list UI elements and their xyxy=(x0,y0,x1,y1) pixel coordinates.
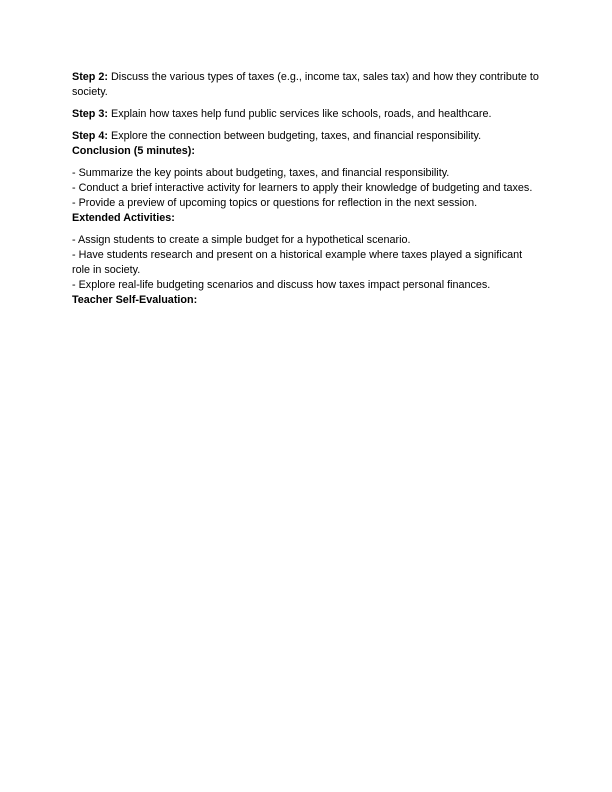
conclusion-heading: Conclusion (5 minutes): xyxy=(72,145,195,157)
document-page xyxy=(72,70,542,308)
teacher-self-evaluation-heading: Teacher Self-Evaluation: xyxy=(72,294,198,306)
step-2-label: Step 2: xyxy=(72,71,108,83)
step-4-text: Explore the connection between budgeting, taxes, and financial responsibility. xyxy=(108,130,482,142)
extended-activity-item: - Assign students to create a simple budget for a hypothetical scenario. xyxy=(72,234,411,246)
step-4-paragraph xyxy=(72,129,542,144)
step-2-paragraph xyxy=(72,70,542,100)
extended-activities-heading: Extended Activities: xyxy=(72,212,175,224)
extended-activity-item: - Explore real-life budgeting scenarios and discuss how taxes impact personal finances. xyxy=(72,279,491,291)
step-2-text: Discuss the various types of taxes (e.g., income tax, sales tax) and how they contribute to society. xyxy=(72,71,539,98)
extended-activity-item: - Have students research and present on a historical example where taxes played a significant role in society. xyxy=(72,249,523,276)
step-3-text: Explain how taxes help fund public services like schools, roads, and healthcare. xyxy=(108,108,492,120)
conclusion-item: - Provide a preview of upcoming topics or questions for reflection in the next session. xyxy=(72,197,478,209)
step-3-paragraph xyxy=(72,107,542,122)
conclusion-item: - Conduct a brief interactive activity for learners to apply their knowledge of budgeting and taxes. xyxy=(72,182,533,194)
step-4-label: Step 4: xyxy=(72,130,108,142)
conclusion-item: - Summarize the key points about budgeting, taxes, and financial responsibility. xyxy=(72,167,450,179)
extended-activities-list xyxy=(72,233,542,293)
step-3-label: Step 3: xyxy=(72,108,108,120)
conclusion-list xyxy=(72,166,542,211)
